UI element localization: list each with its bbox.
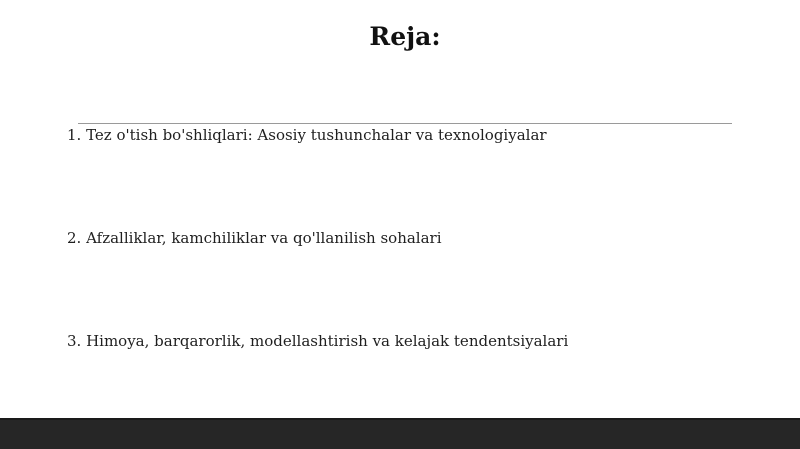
bottom-bar xyxy=(0,418,800,449)
slide-title: Reja: xyxy=(369,22,441,51)
divider-line xyxy=(78,123,732,124)
plan-item-2: 2. Afzalliklar, kamchiliklar va qo'llanilish sohalari xyxy=(67,229,442,247)
plan-item-3: 3. Himoya, barqarorlik, modellashtirish va kelajak tendentsiyalari xyxy=(67,332,569,350)
plan-item-1: 1. Tez o'tish bo'shliqlari: Asosiy tushunchalar va texnologiyalar xyxy=(67,126,547,144)
